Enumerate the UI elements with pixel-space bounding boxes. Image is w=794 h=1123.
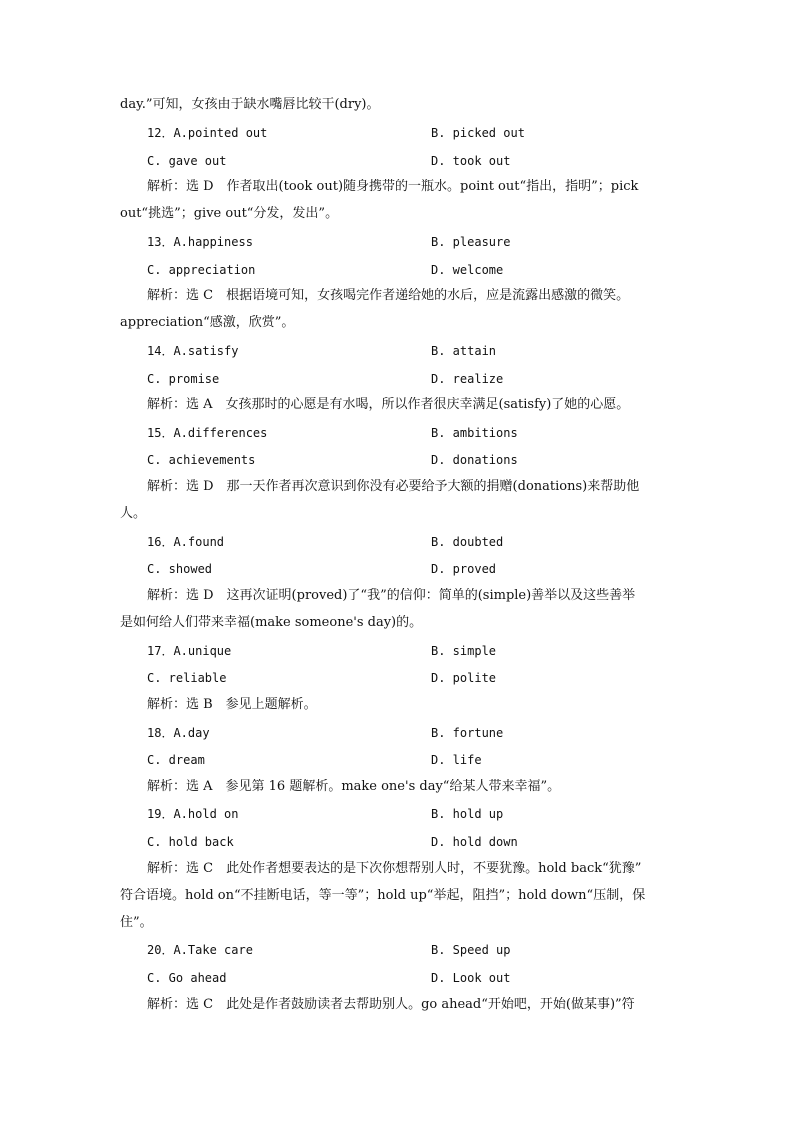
q16-option-d: D. proved bbox=[431, 562, 497, 576]
q18-option-a: 18．A.day bbox=[147, 726, 210, 740]
q16-option-c: C. showed bbox=[147, 562, 213, 576]
q12-option-a: 12．A.pointed out bbox=[147, 126, 268, 140]
q13-option-d: D. welcome bbox=[431, 263, 504, 277]
q19-explanation-line-2: 符合语境。hold on“不挂断电话，等一等”；hold up“举起，阻挡”；hold down“压制，保 bbox=[120, 888, 646, 903]
q15-option-b: B. ambitions bbox=[431, 426, 518, 440]
q15-option-d: D. donations bbox=[431, 453, 518, 467]
q13-explanation-line-1: 解析：选 C 根据语境可知，女孩喝完作者递给她的水后，应是流露出感激的微笑。 bbox=[147, 288, 630, 303]
q12-option-c: C. gave out bbox=[147, 154, 227, 168]
q12-option-b: B. picked out bbox=[431, 126, 525, 140]
q18-option-b: B. fortune bbox=[431, 726, 504, 740]
q13-explanation-line-2: appreciation“感激，欣赏”。 bbox=[120, 315, 295, 330]
q17-option-d: D. polite bbox=[431, 671, 497, 685]
q15-explanation-line-2: 人。 bbox=[120, 506, 147, 521]
q14-option-b: B. attain bbox=[431, 344, 497, 358]
q15-option-a: 15．A.differences bbox=[147, 426, 268, 440]
q14-option-c: C. promise bbox=[147, 372, 220, 386]
q12-explanation-line-2: out“挑选”；give out“分发，发出”。 bbox=[120, 206, 339, 221]
q19-option-c: C. hold back bbox=[147, 835, 234, 849]
q14-option-d: D. realize bbox=[431, 372, 504, 386]
q18-explanation-line-1: 解析：选 A 参见第 16 题解析。make one's day“给某人带来幸福”。 bbox=[147, 779, 561, 794]
q13-option-b: B. pleasure bbox=[431, 235, 511, 249]
q16-explanation-line-1: 解析：选 D 这再次证明(proved)了“我”的信仰：简单的(simple)善举以及这些善举 bbox=[147, 588, 636, 603]
q19-option-a: 19．A.hold on bbox=[147, 807, 239, 821]
q13-option-a: 13．A.happiness bbox=[147, 235, 253, 249]
q16-option-a: 16．A.found bbox=[147, 535, 225, 549]
q19-option-b: B. hold up bbox=[431, 807, 504, 821]
q19-explanation-line-1: 解析：选 C 此处作者想要表达的是下次你想帮别人时，不要犹豫。hold back“犹豫” bbox=[147, 861, 642, 876]
q20-option-c: C. Go ahead bbox=[147, 971, 227, 985]
q14-option-a: 14．A.satisfy bbox=[147, 344, 239, 358]
q17-option-a: 17．A.unique bbox=[147, 644, 232, 658]
q20-option-a: 20．A.Take care bbox=[147, 943, 253, 957]
q20-option-d: D. Look out bbox=[431, 971, 511, 985]
q20-option-b: B. Speed up bbox=[431, 943, 511, 957]
q17-explanation-line-1: 解析：选 B 参见上题解析。 bbox=[147, 697, 317, 712]
intro-line: day.”可知，女孩由于缺水嘴唇比较干(dry)。 bbox=[120, 97, 380, 112]
q12-explanation-line-1: 解析：选 D 作者取出(took out)随身携带的一瓶水。point out“指出，指明”；pick bbox=[147, 179, 639, 194]
q19-option-d: D. hold down bbox=[431, 835, 518, 849]
q16-explanation-line-2: 是如何给人们带来幸福(make someone's day)的。 bbox=[120, 615, 423, 630]
q17-option-c: C. reliable bbox=[147, 671, 227, 685]
q17-option-b: B. simple bbox=[431, 644, 497, 658]
q16-option-b: B. doubted bbox=[431, 535, 504, 549]
q15-option-c: C. achievements bbox=[147, 453, 256, 467]
q18-option-d: D. life bbox=[431, 753, 482, 767]
q20-explanation-line-1: 解析：选 C 此处是作者鼓励读者去帮助别人。go ahead“开始吧，开始(做某事)”符 bbox=[147, 997, 635, 1012]
q18-option-c: C. dream bbox=[147, 753, 205, 767]
q14-explanation-line-1: 解析：选 A 女孩那时的心愿是有水喝，所以作者很庆幸满足(satisfy)了她的心愿。 bbox=[147, 397, 630, 412]
q19-explanation-line-3: 住”。 bbox=[120, 915, 153, 930]
q15-explanation-line-1: 解析：选 D 那一天作者再次意识到你没有必要给予大额的捐赠(donations)来帮助他 bbox=[147, 479, 640, 494]
q12-option-d: D. took out bbox=[431, 154, 511, 168]
q13-option-c: C. appreciation bbox=[147, 263, 256, 277]
